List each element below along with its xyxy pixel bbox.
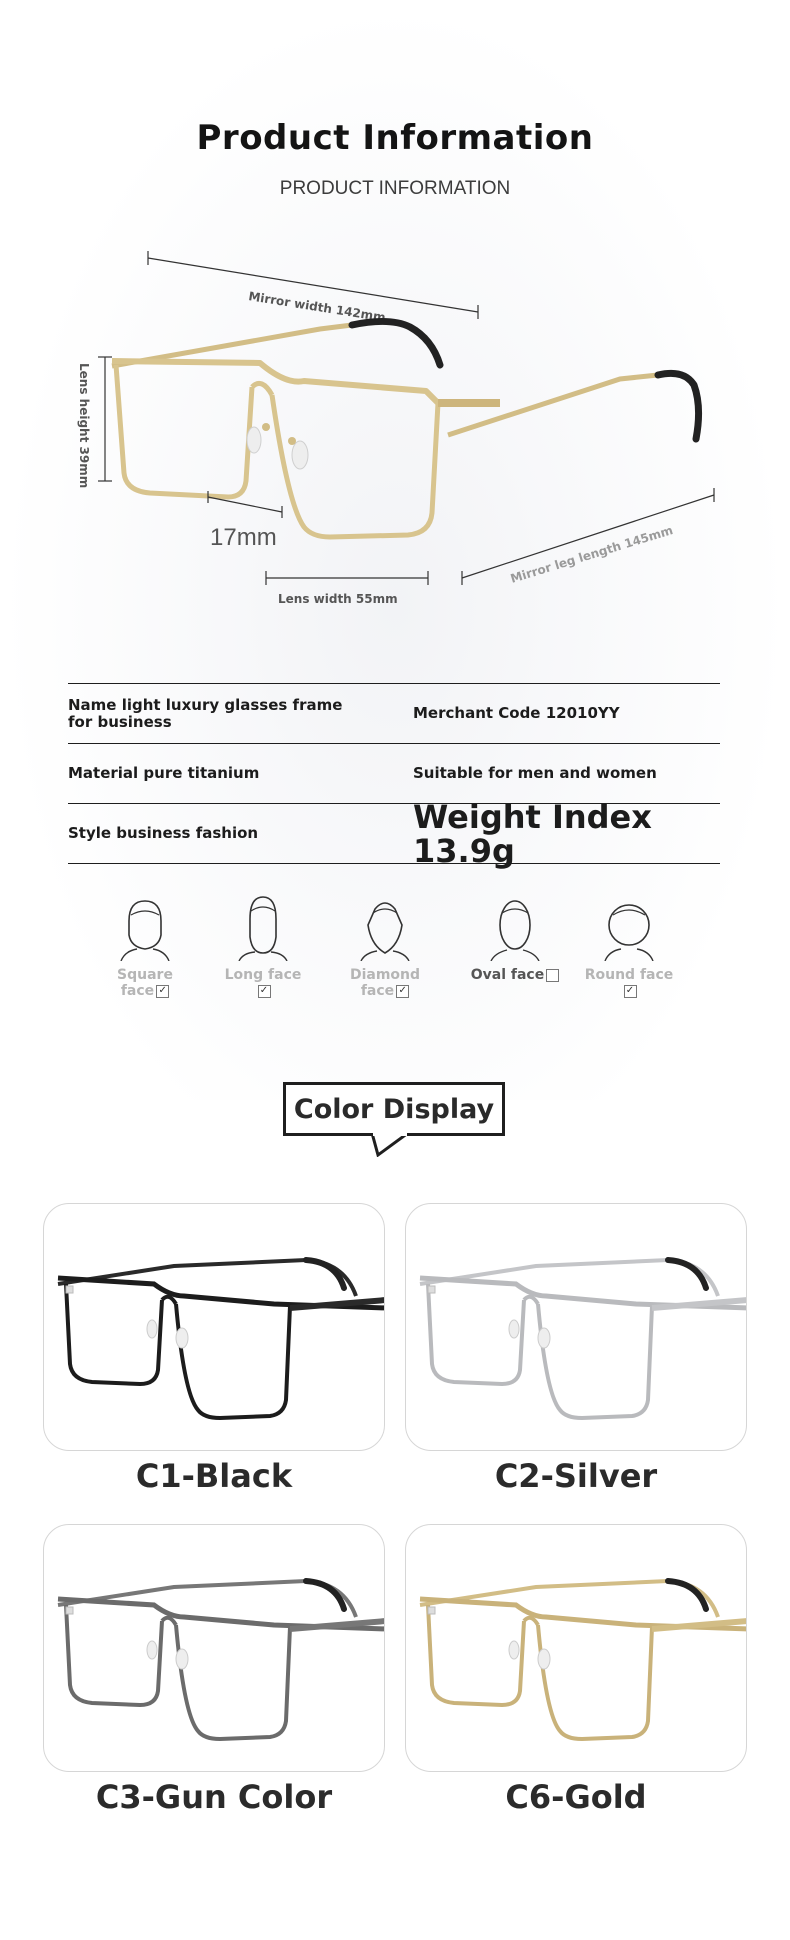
color-label-c1: C1-Black bbox=[135, 1457, 293, 1495]
glasses-silver-image bbox=[406, 1204, 747, 1451]
spec-merchant-code: Merchant Code 12010YY bbox=[413, 704, 620, 722]
speech-bubble-tail bbox=[370, 1133, 410, 1157]
diamond-face-icon bbox=[355, 895, 415, 961]
face-shape-round bbox=[584, 895, 674, 999]
spec-name: Name light luxury glasses frame for business bbox=[68, 695, 343, 731]
color-label-c2: C2-Silver bbox=[494, 1457, 658, 1495]
check-icon bbox=[546, 969, 559, 982]
spec-material: Material pure titanium bbox=[68, 764, 260, 782]
oval-face-icon bbox=[485, 895, 545, 961]
spec-style: Style business fashion bbox=[68, 824, 259, 842]
color-card-c3[interactable] bbox=[43, 1524, 385, 1772]
face-label-text: Oval face bbox=[470, 967, 545, 983]
color-display-heading: Color Display bbox=[283, 1082, 505, 1136]
lens-width-label: Lens width 55mm bbox=[278, 592, 398, 605]
face-shape-row bbox=[100, 895, 700, 1015]
square-face-icon bbox=[115, 895, 175, 961]
spec-row bbox=[68, 743, 720, 803]
face-shape-oval bbox=[470, 895, 560, 983]
page-subtitle: PRODUCT INFORMATION bbox=[279, 178, 511, 199]
spec-row bbox=[68, 797, 720, 870]
face-label-text: Diamond face bbox=[349, 967, 421, 999]
long-face-icon bbox=[233, 895, 293, 961]
spec-weight: Weight Index 13.9g bbox=[413, 797, 652, 870]
face-shape-long bbox=[218, 895, 308, 999]
mirror-width-label: Mirror width 142mm bbox=[247, 289, 387, 325]
check-icon: ✓ bbox=[258, 985, 271, 998]
color-card-c1[interactable] bbox=[43, 1203, 385, 1451]
face-label-text: Square face bbox=[117, 967, 173, 999]
face-shape-diamond bbox=[340, 895, 430, 999]
round-face-icon bbox=[599, 895, 659, 961]
face-shape-square bbox=[100, 895, 190, 999]
face-label-text: Round face bbox=[584, 967, 674, 983]
spec-table bbox=[68, 683, 720, 870]
color-label-c3: C3-Gun Color bbox=[95, 1778, 333, 1816]
check-icon: ✓ bbox=[624, 985, 637, 998]
hero-glasses-diagram bbox=[60, 235, 740, 605]
color-label-c6: C6-Gold bbox=[505, 1778, 647, 1816]
spec-suitable: Suitable for men and women bbox=[413, 764, 657, 782]
bridge-label: 17mm bbox=[210, 524, 277, 551]
leg-length-label: Mirror leg length 145mm bbox=[508, 523, 675, 586]
lens-height-label: Lens height 39mm bbox=[77, 363, 91, 489]
color-card-c6[interactable] bbox=[405, 1524, 747, 1772]
spec-row bbox=[68, 683, 720, 743]
glasses-gold-image bbox=[406, 1525, 747, 1772]
check-icon: ✓ bbox=[396, 985, 409, 998]
face-label-text: Long face bbox=[224, 967, 302, 983]
glasses-gun-image bbox=[44, 1525, 385, 1772]
color-card-c2[interactable] bbox=[405, 1203, 747, 1451]
bridge-line bbox=[208, 497, 282, 512]
glasses-black-image bbox=[44, 1204, 385, 1451]
check-icon: ✓ bbox=[156, 985, 169, 998]
leg-length-line bbox=[462, 495, 714, 578]
page-title: Product Information bbox=[196, 118, 594, 158]
